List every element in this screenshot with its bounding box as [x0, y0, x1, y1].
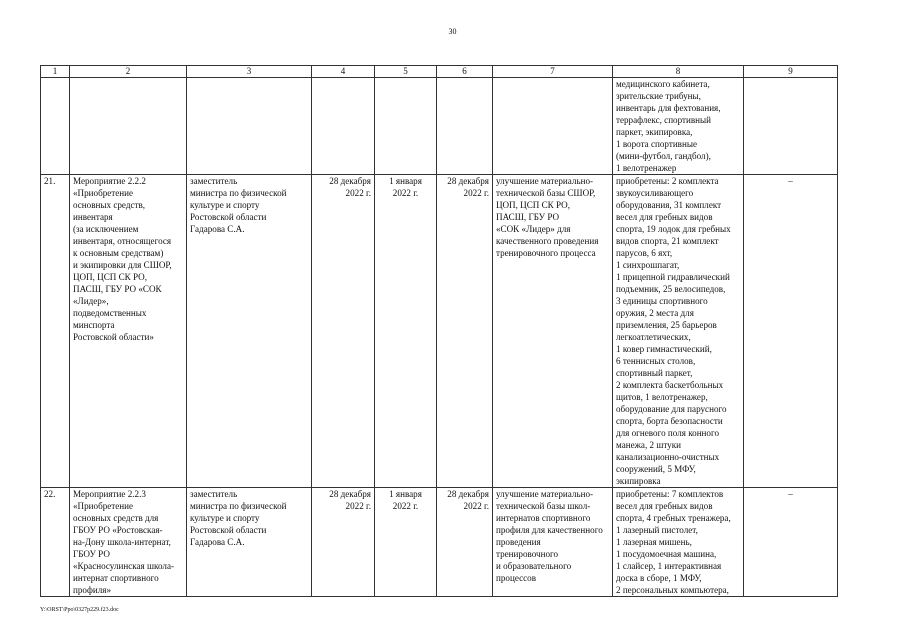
table-cell: [312, 78, 375, 175]
column-header: 2: [70, 66, 187, 78]
event-cell: Мероприятие 2.2.2 «Приобретение основных средств, инвентаря (за исключением инвентаря, относящегося к основным средствам) и экипировки для СШОР, ЦОП, ЦСП СК РО, ПАСШ, ГБУ РО «СОК «Лидер», подведомственных минспорта Ростовской области»: [70, 175, 187, 488]
column-header: 4: [312, 66, 375, 78]
result-cell: улучшение материально- технической базы школ- интернатов спортивного профиля для качественного проведения тренировочного и образовательного процессов: [493, 488, 613, 597]
table-cell: [493, 78, 613, 175]
table-cell: [70, 78, 187, 175]
table-cell: [744, 78, 838, 175]
row-number: 22.: [41, 488, 70, 597]
deadline-cell: 28 декабря 2022 г.: [437, 488, 493, 597]
note-cell: –: [744, 488, 838, 597]
note-cell: –: [744, 175, 838, 488]
continuation-row: [41, 78, 838, 175]
table-cell: [437, 78, 493, 175]
details-cell: приобретены: 7 комплектов весел для гребных видов спорта, 4 гребных тренажера, 1 лазерный пистолет, 1 лазерная мишень, 1 посудомоечная машина, 1 слайсер, 1 интерактивная доска в сборе, 1 МФУ, 2 персональных компьютера,: [613, 488, 744, 597]
column-header: 7: [493, 66, 613, 78]
row-number: 21.: [41, 175, 70, 488]
end-date-cell: 28 декабря 2022 г.: [312, 488, 375, 597]
responsible-cell: заместитель министра по физической культуре и спорту Ростовской области Гадарова С.А.: [187, 488, 312, 597]
column-header: 9: [744, 66, 838, 78]
column-header: 1: [41, 66, 70, 78]
table-cell: [375, 78, 437, 175]
start-date-cell: 1 января 2022 г.: [375, 488, 437, 597]
end-date-cell: 28 декабря 2022 г.: [312, 175, 375, 488]
result-cell: улучшение материально- технической базы СШОР, ЦОП, ЦСП СК РО, ПАСШ, ГБУ РО «СОК «Лидер» для качественного проведения тренировочного процесса: [493, 175, 613, 488]
deadline-cell: 28 декабря 2022 г.: [437, 175, 493, 488]
table-cell: [187, 78, 312, 175]
column-number-row: [41, 66, 838, 78]
table-row: [41, 175, 838, 488]
responsible-cell: заместитель министра по физической культуре и спорту Ростовской области Гадарова С.А.: [187, 175, 312, 488]
column-header: 3: [187, 66, 312, 78]
plan-table: [40, 65, 838, 597]
details-cell: медицинского кабинета, зрительские трибуны, инвентарь для фехтования, террафлекс, спортивный паркет, экипировка, 1 ворота спортивные (мини-футбол, гандбол), 1 велотренажер: [613, 78, 744, 175]
details-cell: приобретены: 2 комплекта звукоусиливающего оборудования, 31 комплект весел для гребных видов спорта, 19 лодок для гребных видов спорта, 21 комплект парусов, 6 яхт, 1 синхрошпагат, 1 прицепной гидравлический подъемник, 25 велосипедов, 3 единицы спортивного оружия, 2 места для приземления, 25 барьеров легкоатлетических, 1 ковер гимнастический, 6 теннисных столов, спортивный паркет, 2 комплекта баскетбольных щитов, 1 велотренажер, оборудование для парусного спорта, борта безопасности для огневого поля конного манежа, 2 штуки канализационно-очистных сооружений, 5 МФУ, экипировка: [613, 175, 744, 488]
table-row: [41, 488, 838, 597]
table-cell: [41, 78, 70, 175]
column-header: 8: [613, 66, 744, 78]
column-header: 5: [375, 66, 437, 78]
event-cell: Мероприятие 2.2.3 «Приобретение основных средств для ГБОУ РО «Ростовская- на-Дону школа-интернат, ГБОУ РО «Красносулинская школа- интернат спортивного профиля»: [70, 488, 187, 597]
column-header: 6: [437, 66, 493, 78]
file-path-footer: Y:\ORST\Ppo\0327p229.f23.doc: [40, 607, 119, 613]
start-date-cell: 1 января 2022 г.: [375, 175, 437, 488]
page-number: 30: [448, 27, 457, 36]
